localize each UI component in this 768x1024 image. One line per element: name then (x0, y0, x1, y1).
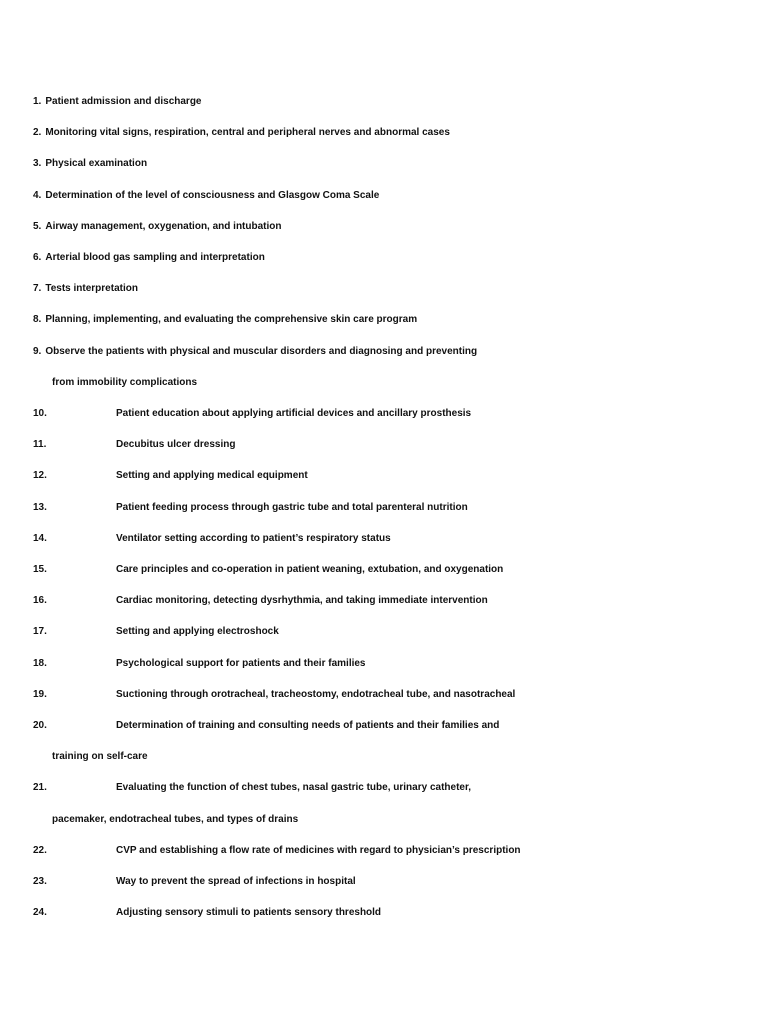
item-text: Monitoring vital signs, respiration, central and peripheral nerves and abnormal cases (45, 127, 450, 139)
item-text: Determination of training and consulting needs of patients and their families and (116, 720, 500, 732)
list-item (33, 492, 753, 523)
list-item (33, 460, 753, 491)
item-text: Way to prevent the spread of infections in hospital (116, 876, 356, 888)
item-number: 23. (33, 876, 47, 888)
item-text: Psychological support for patients and their families (116, 657, 366, 669)
item-text: Tests interpretation (45, 283, 138, 295)
item-text: Physical examination (45, 158, 148, 170)
item-text: Suctioning through orotracheal, tracheostomy, endotracheal tube, and nasotracheal (116, 688, 516, 700)
list-item (33, 273, 753, 304)
item-number: 7. (33, 283, 42, 295)
item-text: Patient feeding process through gastric tube and total parenteral nutrition (116, 501, 468, 513)
item-number: 14. (33, 532, 47, 544)
list-item (33, 336, 753, 398)
item-text: Observe the patients with physical and muscular disorders and diagnosing and preventing (45, 345, 478, 357)
item-text: Setting and applying electroshock (116, 626, 279, 638)
list-item (33, 772, 753, 834)
list-item (33, 897, 753, 928)
list-item (33, 211, 753, 242)
list-item (33, 180, 753, 211)
list-item (33, 523, 753, 554)
item-number: 22. (33, 844, 47, 856)
list-item (33, 554, 753, 585)
item-number: 11. (33, 439, 47, 451)
procedure-list (33, 86, 753, 928)
list-item (33, 117, 753, 148)
item-number: 3. (33, 158, 42, 170)
list-item (33, 242, 753, 273)
item-number: 8. (33, 314, 42, 326)
item-number: 20. (33, 720, 47, 732)
item-number: 10. (33, 408, 47, 420)
item-number: 6. (33, 252, 42, 264)
item-text: Patient admission and discharge (45, 96, 202, 107)
item-number: 9. (33, 345, 42, 357)
item-text-continuation: pacemaker, endotracheal tubes, and types of drains (52, 813, 299, 825)
item-text: Planning, implementing, and evaluating the comprehensive skin care program (45, 314, 418, 326)
list-item (33, 148, 753, 179)
item-number: 1. (33, 96, 42, 107)
item-number: 19. (33, 688, 47, 700)
list-item (33, 835, 753, 866)
item-number: 5. (33, 220, 42, 232)
item-number: 16. (33, 595, 47, 607)
item-text: Airway management, oxygenation, and intubation (45, 220, 282, 232)
item-text: Ventilator setting according to patient’s respiratory status (116, 532, 391, 544)
list-item (33, 679, 753, 710)
list-item (33, 585, 753, 616)
item-number: 4. (33, 189, 42, 201)
item-text: Adjusting sensory stimuli to patients sensory threshold (116, 907, 382, 919)
item-text-continuation: from immobility complications (52, 376, 198, 388)
item-text: CVP and establishing a flow rate of medicines with regard to physician’s prescription (116, 844, 521, 856)
item-number: 24. (33, 907, 47, 919)
item-number: 15. (33, 564, 47, 576)
item-text: Evaluating the function of chest tubes, nasal gastric tube, urinary catheter, (116, 782, 472, 794)
list-item (33, 710, 753, 772)
item-number: 18. (33, 657, 47, 669)
item-number: 17. (33, 626, 47, 638)
item-number: 12. (33, 470, 47, 482)
list-item (33, 398, 753, 429)
item-number: 2. (33, 127, 42, 139)
item-number: 21. (33, 782, 47, 794)
list-item (33, 86, 753, 117)
list-item (33, 304, 753, 335)
item-text: Decubitus ulcer dressing (116, 439, 236, 451)
item-text: Patient education about applying artificial devices and ancillary prosthesis (116, 408, 472, 420)
item-text: Setting and applying medical equipment (116, 470, 308, 482)
item-text-continuation: training on self-care (52, 751, 148, 763)
item-text: Care principles and co-operation in patient weaning, extubation, and oxygenation (116, 564, 504, 576)
list-item (33, 429, 753, 460)
list-item (33, 866, 753, 897)
item-text: Cardiac monitoring, detecting dysrhythmia, and taking immediate intervention (116, 595, 488, 607)
item-number: 13. (33, 501, 47, 513)
item-text: Arterial blood gas sampling and interpretation (45, 252, 265, 264)
list-item (33, 616, 753, 647)
item-text: Determination of the level of consciousness and Glasgow Coma Scale (45, 189, 380, 201)
list-item (33, 648, 753, 679)
